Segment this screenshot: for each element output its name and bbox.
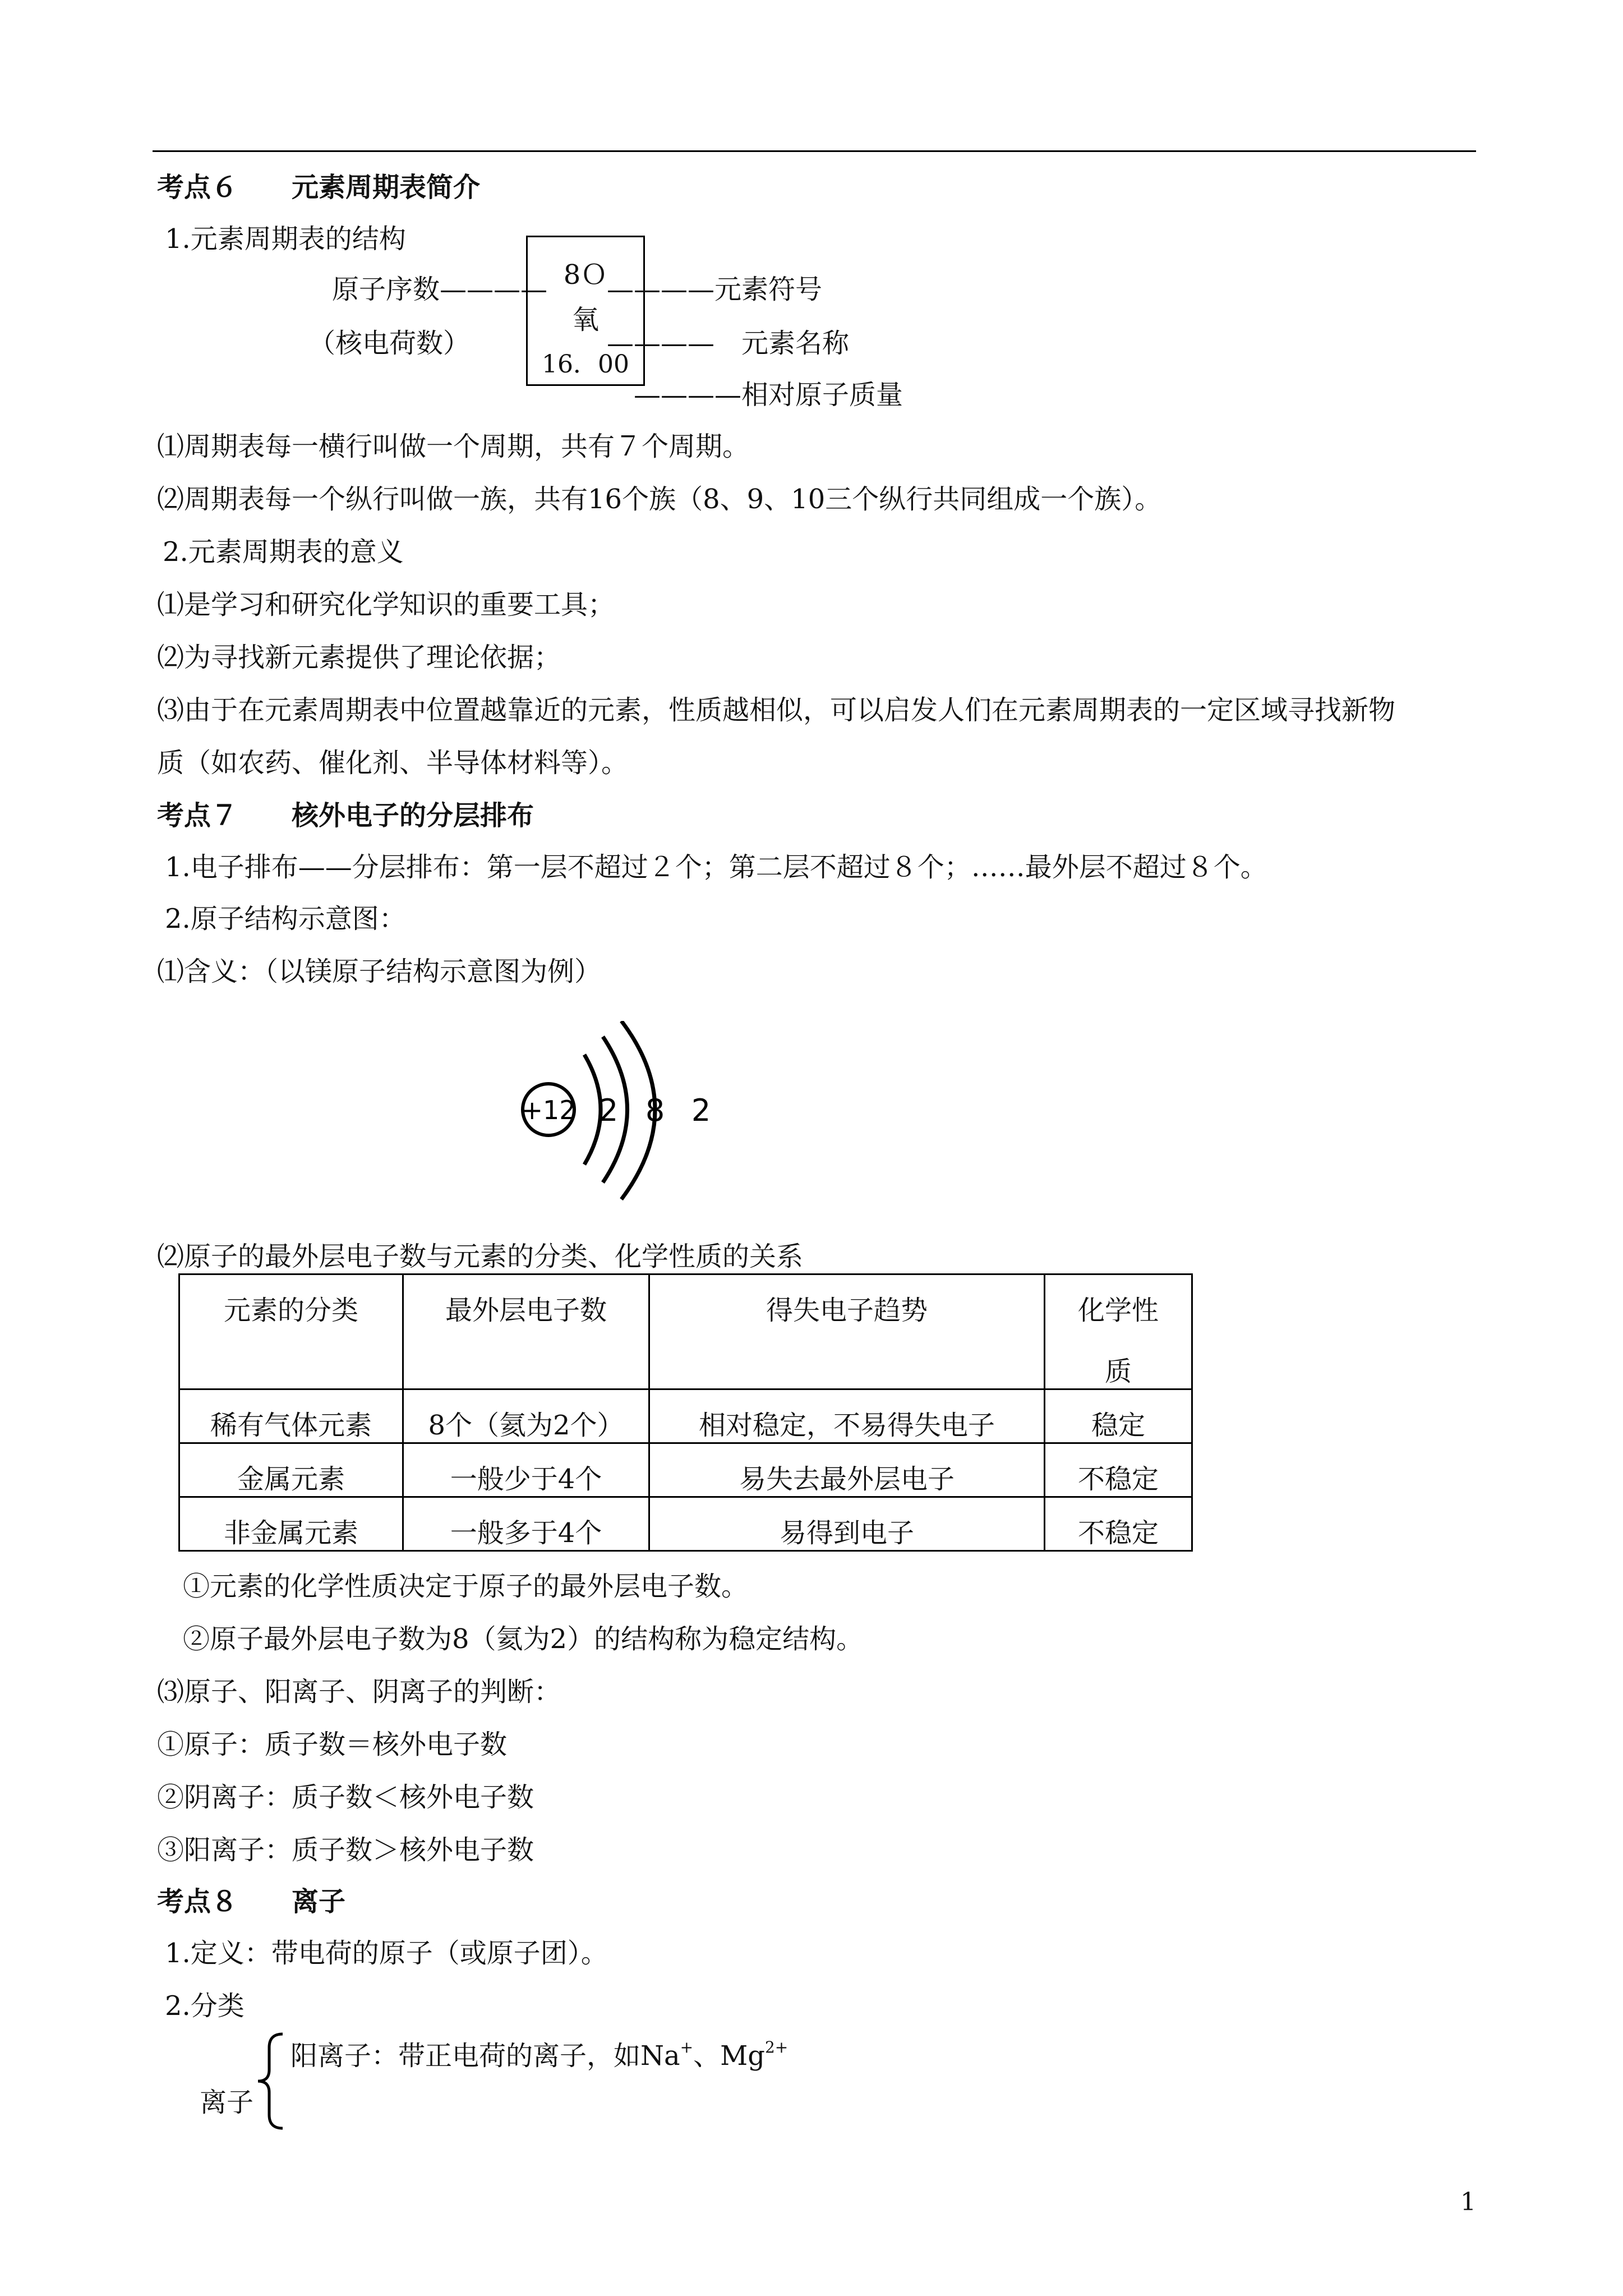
table-cell: 一般多于4个 [403, 1497, 649, 1551]
element-symbol-label: ————元素符号 [607, 274, 823, 305]
table-cell: 相对稳定，不易得失电子 [649, 1389, 1045, 1443]
shell-3-count: 2 [691, 1093, 711, 1128]
element-symbol-number: 8Ｏ [563, 259, 608, 291]
sec7-cation-rule: ③阳离子：质子数＞核外电子数 [157, 1834, 534, 1866]
sec7-relation-heading: ⑵原子的最外层电子数与元素的分类、化学性质的关系 [157, 1241, 804, 1272]
sec8-classification-heading: 2.分类 [165, 1990, 245, 2022]
sec7-electron-rule: 1.电子排布——分层排布：第一层不超过２个；第二层不超过８个；……最外层不超过８个。 [165, 852, 1267, 883]
sec6-line-5: ⑶由于在元素周期表中位置越靠近的元素，性质越相似，可以启发人们在元素周期表的一定区域寻找新物 [157, 694, 1396, 726]
sec7-anion-rule: ②阴离子：质子数＜核外电子数 [157, 1782, 534, 1813]
nuclear-charge-label: （核电荷数） [308, 328, 471, 359]
atomic-number-label: 原子序数———— [332, 274, 548, 305]
header-cell: 得失电子趋势 [649, 1274, 1045, 1389]
table-cell: 不稳定 [1045, 1497, 1192, 1551]
header-rule [153, 150, 1476, 152]
section-7-title: 考点７ 核外电子的分层排布 [157, 800, 534, 831]
table-cell: 8个（氦为2个） [403, 1389, 649, 1443]
table-cell: 非金属元素 [179, 1497, 403, 1551]
table-header-row [179, 1274, 1192, 1389]
section-6-title: 考点６ 元素周期表简介 [157, 172, 481, 203]
element-mass: 16．00 [542, 350, 629, 379]
sec6-line-2: ⑵周期表每一个纵行叫做一族，共有16个族（8、9、10三个纵行共同组成一个族）。 [157, 484, 1162, 515]
table-cell: 易得到电子 [649, 1497, 1045, 1551]
header-cell: 最外层电子数 [403, 1274, 649, 1389]
table-cell: 稳定 [1045, 1389, 1192, 1443]
table-cell: 不稳定 [1045, 1443, 1192, 1497]
section-8-title: 考点８ 离子 [157, 1886, 346, 1917]
sec7-note-1: ①元素的化学性质决定于原子的最外层电子数。 [183, 1571, 749, 1602]
sec6-line-4: ⑵为寻找新元素提供了理论依据； [157, 642, 561, 673]
sec7-note-2: ②原子最外层电子数为8（氦为2）的结构称为稳定结构。 [183, 1623, 864, 1655]
shell-2-count: 8 [645, 1093, 665, 1128]
sec6-line-3: ⑴是学习和研究化学知识的重要工具； [157, 589, 615, 620]
table-cell: 金属元素 [179, 1443, 403, 1497]
sec7-atom-rule: ①原子：质子数＝核外电子数 [157, 1729, 508, 1760]
sec6-line-6: 质（如农药、催化剂、半导体材料等）。 [157, 747, 629, 779]
sec7-judgement-heading: ⑶原子、阳离子、阴离子的判断： [157, 1676, 561, 1708]
cation-definition: 阳离子：带正电荷的离子，如Na+、$Mg^{2+}$ [291, 2038, 789, 2072]
shell-1-count: 2 [598, 1093, 619, 1128]
element-card-oxygen [526, 236, 645, 386]
sec6-structure-heading: 1.元素周期表的结构 [165, 223, 406, 255]
table-cell: 易失去最外层电子 [649, 1443, 1045, 1497]
magnesium-atom-diagram [505, 1021, 740, 1228]
nucleus-charge: +12 [521, 1095, 576, 1125]
electron-shell-1 [584, 1055, 601, 1165]
element-name-label: ———— 元素名称 [607, 328, 850, 359]
page-number: 1 [1460, 2188, 1476, 2216]
element-name: 氧 [571, 304, 599, 335]
table-cell: 稀有气体元素 [179, 1389, 403, 1443]
table-row [179, 1389, 1192, 1443]
table-cell: 一般少于4个 [403, 1443, 649, 1497]
sec7-diagram-heading: 2.原子结构示意图： [165, 903, 406, 935]
table-row [179, 1497, 1192, 1551]
header-cell: 化学性 质 [1045, 1274, 1192, 1389]
sec8-definition: 1.定义：带电荷的原子（或原子团）。 [165, 1938, 608, 1969]
ion-category-label: 离子 [200, 2087, 254, 2118]
sec6-line-1: ⑴周期表每一横行叫做一个周期，共有７个周期。 [157, 431, 750, 462]
element-classification-table [178, 1273, 1193, 1552]
sec7-meaning-line: ⑴含义：（以镁原子结构示意图为例） [157, 956, 602, 987]
table-row [179, 1443, 1192, 1497]
curly-brace [253, 2031, 287, 2132]
header-cell: 元素的分类 [179, 1274, 403, 1389]
atomic-mass-label: ————相对原子质量 [634, 379, 903, 411]
sec6-significance-heading: 2.元素周期表的意义 [163, 536, 404, 568]
